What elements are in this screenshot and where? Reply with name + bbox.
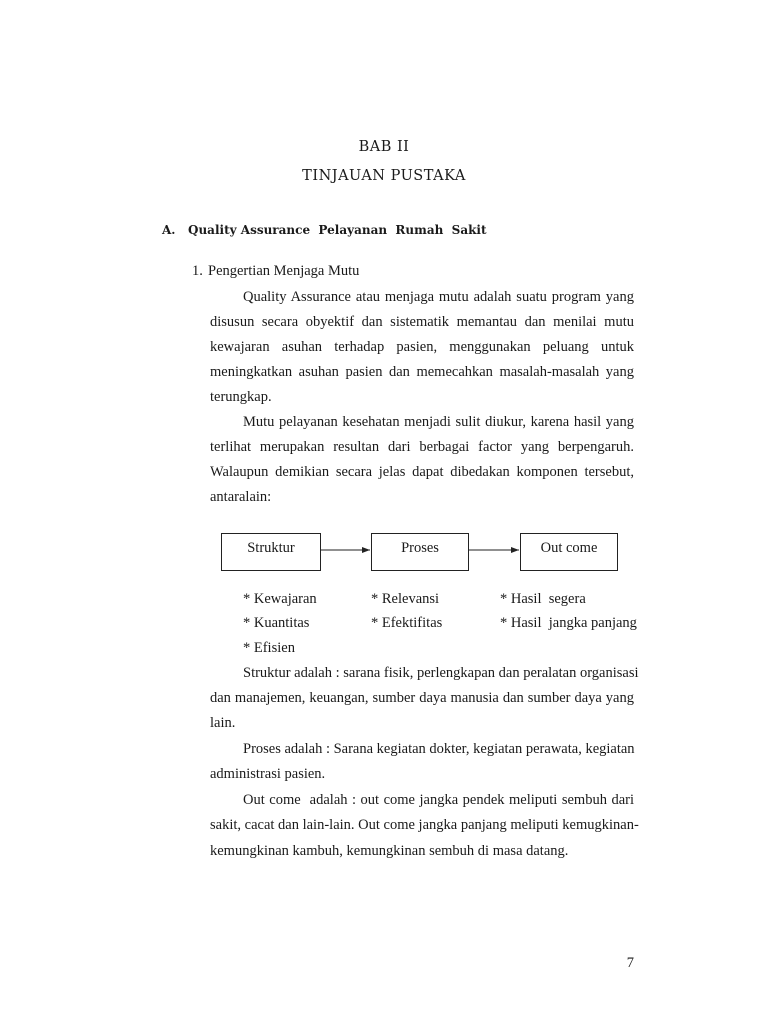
section-letter: A. <box>162 223 176 237</box>
diagram-box-struktur: Struktur <box>221 533 321 571</box>
chapter-heading: BAB II <box>358 139 410 155</box>
paragraph-line: sakit, cacat dan lain-lain. Out come jangka panjang meliputi kemugkinan- <box>210 817 639 833</box>
struktur-item: * Kewajaran <box>243 591 317 607</box>
struktur-item: * Efisien <box>243 640 295 656</box>
outcome-item: * Hasil jangka panjang <box>500 615 637 631</box>
paragraph-line: disusun secara obyektif dan sistematik memantau dan menilai mutu <box>210 314 634 330</box>
paragraph-line: meningkatkan asuhan pasien dan memecahkan masalah-masalah yang <box>210 364 634 380</box>
paragraph-line: antaralain: <box>210 489 272 505</box>
diagram-box-outcome: Out come <box>520 533 618 571</box>
struktur-item: * Kuantitas <box>243 615 310 631</box>
paragraph-line: Walaupun demikian secara jelas dapat dibedakan komponen tersebut, <box>210 464 634 480</box>
section-title: Quality Assurance Pelayanan Rumah Sakit <box>188 223 487 237</box>
paragraph-line: terlihat merupakan resultan dari berbagai factor yang berpengaruh. <box>210 439 634 455</box>
paragraph-line: kewajaran asuhan terhadap pasien, menggunakan peluang untuk <box>210 339 634 355</box>
diagram-box-proses: Proses <box>371 533 469 571</box>
proses-item: * Relevansi <box>371 591 440 607</box>
subsection-title: Pengertian Menjaga Mutu <box>208 263 360 279</box>
paragraph-line: Out come adalah : out come jangka pendek meliputi sembuh dari <box>243 792 634 808</box>
paragraph-line: Mutu pelayanan kesehatan menjadi sulit diukur, karena hasil yang <box>243 414 634 430</box>
page-number: 7 <box>626 955 634 971</box>
paragraph-line: Proses adalah : Sarana kegiatan dokter, kegiatan perawata, kegiatan <box>243 741 635 757</box>
paragraph-line: Struktur adalah : sarana fisik, perlengkapan dan peralatan organisasi <box>243 665 639 681</box>
chapter-title: TINJAUAN PUSTAKA <box>302 168 466 184</box>
paragraph-line: lain. <box>210 715 236 731</box>
proses-item: * Efektifitas <box>371 615 443 631</box>
paragraph-line: kemungkinan kambuh, kemungkinan sembuh di masa datang. <box>210 843 569 859</box>
paragraph-line: Quality Assurance atau menjaga mutu adalah suatu program yang <box>243 289 634 305</box>
paragraph-line: administrasi pasien. <box>210 766 326 782</box>
outcome-item: * Hasil segera <box>500 591 586 607</box>
subsection-number: 1. <box>192 263 203 279</box>
paragraph-line: terungkap. <box>210 389 272 405</box>
paragraph-line: dan manajemen, keuangan, sumber daya manusia dan sumber daya yang <box>210 690 634 706</box>
